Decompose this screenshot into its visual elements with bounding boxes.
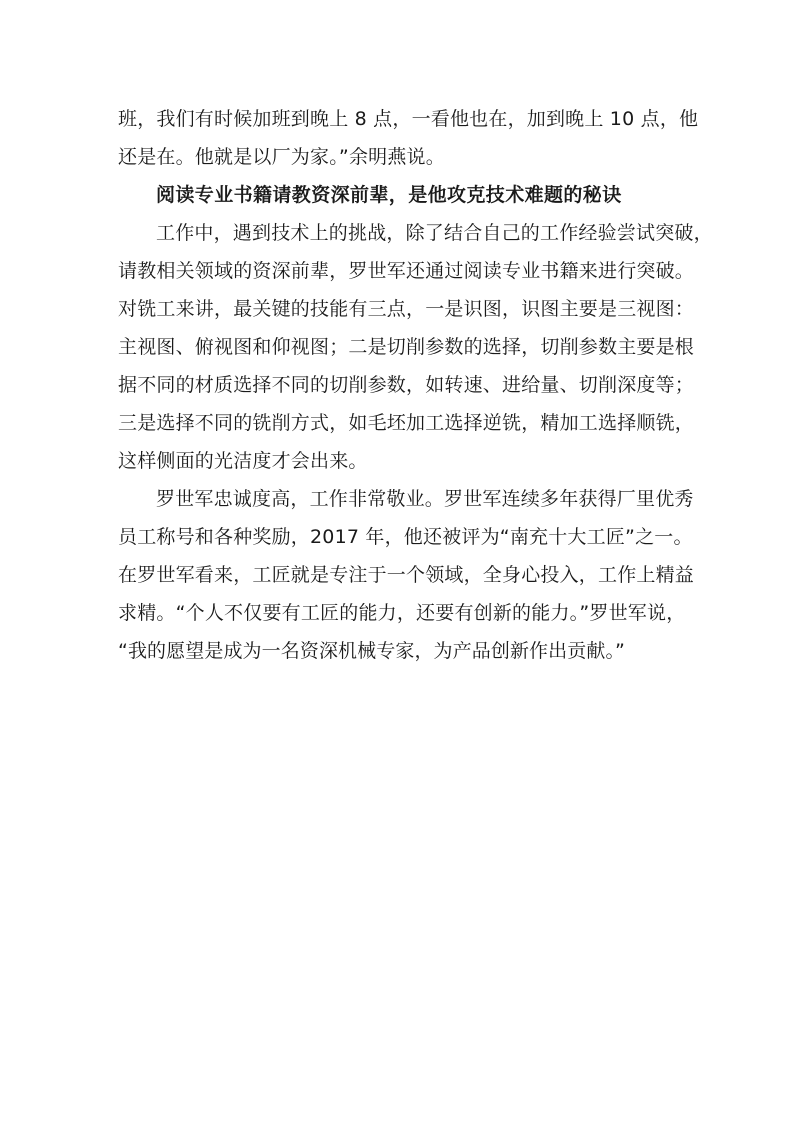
paragraph-line: 班，我们有时候加班到晚上 8 点，一看他也在，加到晚上 10 点，他: [118, 108, 699, 130]
paragraph-line: “我的愿望是成为一名资深机械专家，为产品创新作出贡献。”: [118, 640, 625, 662]
paragraph-line: 在罗世军看来，工匠就是专注于一个领域，全身心投入，工作上精益: [118, 564, 695, 586]
section-heading: 阅读专业书籍请教资深前辈，是他攻克技术难题的秘诀: [156, 184, 622, 206]
paragraph-line: 求精。“个人不仅要有工匠的能力，还要有创新的能力。”罗世军说，: [118, 602, 686, 624]
paragraph-line: 对铣工来讲，最关键的技能有三点，一是识图，识图主要是三视图：: [118, 298, 695, 320]
paragraph-line: 工作中，遇到技术上的挑战，除了结合自己的工作经验尝试突破，: [156, 222, 713, 244]
paragraph-line: 主视图、俯视图和仰视图；二是切削参数的选择，切削参数主要是根: [118, 336, 695, 358]
paragraph-line: 据不同的材质选择不同的切削参数，如转速、进给量、切削深度等；: [118, 374, 695, 396]
paragraph-line: 罗世军忠诚度高，工作非常敬业。罗世军连续多年获得厂里优秀: [156, 488, 694, 510]
document-page: [118, 100, 713, 670]
paragraph-line: 员工称号和各种奖励，2017 年，他还被评为“南充十大工匠”之一。: [118, 526, 693, 548]
paragraph-line: 还是在。他就是以厂为家。”余明燕说。: [118, 146, 445, 168]
paragraph-line: 请教相关领域的资深前辈，罗世军还通过阅读专业书籍来进行突破。: [118, 260, 695, 282]
paragraph-line: 这样侧面的光洁度才会出来。: [118, 450, 368, 472]
paragraph-line: 三是选择不同的铣削方式，如毛坯加工选择逆铣，精加工选择顺铣，: [118, 412, 695, 434]
